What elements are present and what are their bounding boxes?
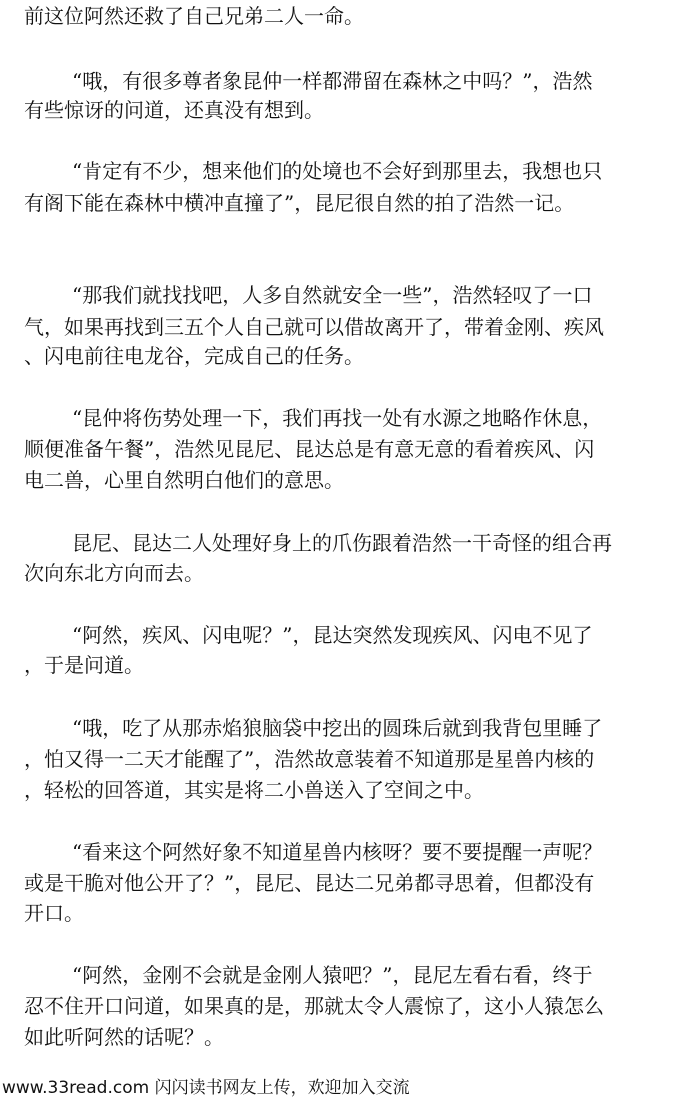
text-line: 气，如果再找到三五个人自己就可以借故离开了，带着金刚、疾风 (24, 315, 604, 339)
text-line: 忍不住开口问道，如果真的是，那就太令人震惊了，这小人猿怎么 (24, 994, 604, 1018)
text-line: 顺便准备午餐”，浩然见昆尼、昆达总是有意无意的看着疾风、闪 (24, 437, 595, 461)
text-line: “昆仲将伤势处理一下，我们再找一处有水源之地略作休息， (72, 406, 603, 430)
text-line: 昆尼、昆达二人处理好身上的爪伤跟着浩然一干奇怪的组合再 (72, 531, 612, 555)
text-line: 、闪电前往电龙谷，完成自己的任务。 (24, 344, 364, 368)
text-line: “阿然，疾风、闪电呢？”，昆达突然发现疾风、闪电不见了 (72, 623, 593, 647)
text-line: “阿然，金刚不会就是金刚人猿吧？”，昆尼左看右看，终于 (72, 963, 593, 987)
text-line: “肯定有不少，想来他们的处境也不会好到那里去，我想也只 (72, 159, 603, 183)
text-line: ，于是问道。 (24, 653, 144, 677)
text-line: 有阁下能在森林中横冲直撞了”，昆尼很自然的拍了浩然一记。 (24, 191, 575, 215)
footer-watermark: www.33read.com 闪闪读书网友上传，欢迎加入交流 (2, 1078, 410, 1098)
text-line: 有些惊讶的问道，还真没有想到。 (24, 98, 324, 122)
text-line: “哦，有很多尊者象昆仲一样都滞留在森林之中吗？”，浩然 (72, 69, 593, 93)
text-line: ，轻松的回答道，其实是将二小兽送入了空间之中。 (24, 778, 484, 802)
text-line: 次向东北方向而去。 (24, 561, 204, 585)
text-line: 或是干脆对他公开了？”，昆尼、昆达二兄弟都寻思着，但都没有 (24, 871, 595, 895)
text-line: 前这位阿然还救了自己兄弟二人一命。 (24, 4, 364, 28)
text-line: ，怕又得一二天才能醒了”，浩然故意装着不知道那是星兽内核的 (24, 747, 595, 771)
text-line: “看来这个阿然好象不知道星兽内核呀？要不要提醒一声呢？ (72, 840, 603, 864)
text-line: “那我们就找找吧，人多自然就安全一些”，浩然轻叹了一口 (72, 283, 593, 307)
text-line: 电二兽，心里自然明白他们的意思。 (24, 468, 344, 492)
text-line: 如此听阿然的话呢？。 (24, 1025, 224, 1049)
text-line: “哦，吃了从那赤焰狼脑袋中挖出的圆珠后就到我背包里睡了 (72, 716, 603, 740)
text-line: 开口。 (24, 901, 84, 925)
